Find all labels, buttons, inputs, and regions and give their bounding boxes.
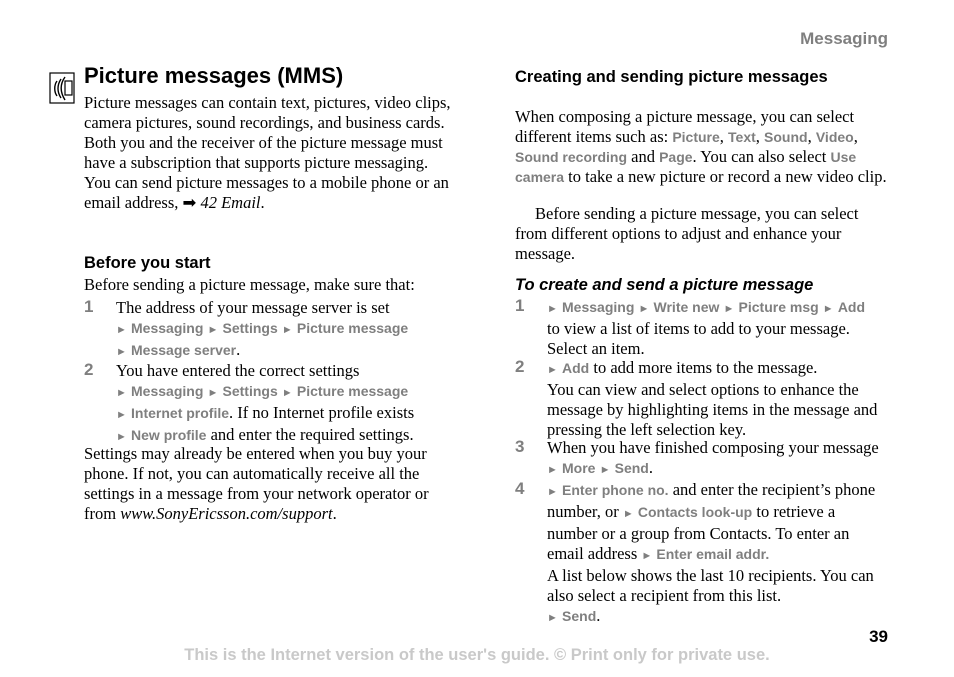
footer-notice: This is the Internet version of the user's guide. © Print only for private use. (184, 646, 770, 664)
step-text: to view a list of items to add to your message. Select an item. (547, 319, 850, 358)
section-header: Messaging (800, 29, 888, 48)
menu-item[interactable]: Send (562, 608, 597, 624)
menu-arrow-icon: ► (116, 387, 127, 399)
menu-item[interactable]: Picture message (296, 383, 409, 399)
step-text: The address of your message server is set (116, 298, 390, 317)
paragraph-text: and (631, 147, 655, 166)
page-number: 39 (869, 627, 888, 646)
item-text[interactable]: Text (728, 129, 756, 145)
item-sound[interactable]: Sound (764, 129, 808, 145)
menu-arrow-icon: ► (116, 346, 127, 358)
menu-arrow-icon: ► (207, 324, 219, 336)
intro-reference-link[interactable]: 42 Email (200, 193, 261, 212)
step-4: ► Enter phone no. and enter the recipient’s phone number, or ► Contacts look-up to retrieve a number or a group from Contacts. To enter an email address ► Enter email addr. A list below shows the last 10 recipients. You can also select a recipient from this list. ► Send. (547, 480, 876, 625)
paragraph-text: You can also select (700, 147, 827, 166)
menu-arrow-icon: ► (599, 464, 611, 476)
menu-arrow-icon: ► (547, 303, 558, 315)
step-3: When you have finished composing your message ► More ► Send. (547, 438, 879, 477)
menu-item[interactable]: Enter email addr. (656, 546, 770, 562)
picture-message-icon (49, 72, 75, 104)
step-1: The address of your message server is set ► Messaging ► Settings ► Picture message ► Message server. (116, 298, 409, 359)
menu-arrow-icon: ► (641, 550, 653, 562)
menu-arrow-icon: ► (116, 431, 127, 443)
item-video[interactable]: Video (815, 129, 854, 145)
step-text: You have entered the correct settings (116, 361, 360, 380)
paragraph-text: to take a new picture or record a new video clip. (568, 167, 887, 186)
menu-item[interactable]: Picture msg (738, 299, 819, 315)
before-heading: Before you start (84, 254, 211, 272)
step-text: A list below shows the last 10 recipients. You can also select a recipient from this list. (547, 566, 874, 605)
menu-item[interactable]: Settings (222, 320, 278, 336)
menu-arrow-icon: ► (207, 387, 219, 399)
menu-arrow-icon: ► (638, 303, 650, 315)
support-url-link[interactable]: www.SonyEricsson.com/support (120, 504, 333, 523)
options-paragraph: Before sending a picture message, you can select from different options to adjust and enhance your message. (515, 204, 859, 263)
menu-arrow-icon: ► (547, 364, 558, 376)
step-number: 3 (515, 437, 525, 456)
section-heading: Creating and sending picture messages (515, 68, 828, 86)
menu-item[interactable]: Messaging (131, 320, 204, 336)
menu-item[interactable]: Add (562, 360, 590, 376)
step-2 (547, 358, 889, 440)
step-text: When you have finished composing your message (547, 438, 879, 457)
step-text: to add more items to the message. (593, 358, 818, 377)
menu-item[interactable]: Messaging (562, 299, 635, 315)
menu-arrow-icon: ► (622, 508, 634, 520)
menu-item[interactable]: Messaging (131, 383, 204, 399)
menu-arrow-icon: ► (547, 464, 558, 476)
menu-arrow-icon: ► (822, 303, 834, 315)
step-number: 1 (515, 296, 525, 315)
step-2: You have entered the correct settings ► Messaging ► Settings ► Picture message ► Internet profile. If no Internet profile exists ► New profile and enter the required settings. (116, 361, 415, 444)
paragraph-text: When composing a picture message, you can select different items such as: (515, 107, 855, 146)
menu-item[interactable]: New profile (131, 427, 207, 443)
item-picture[interactable]: Picture (672, 129, 720, 145)
menu-item[interactable]: Add (837, 299, 866, 315)
menu-item[interactable]: Write new (653, 299, 720, 315)
item-page[interactable]: Page (659, 149, 693, 165)
step-number: 2 (84, 360, 94, 379)
menu-item[interactable]: Picture message (296, 320, 409, 336)
menu-arrow-icon: ► (281, 324, 293, 336)
step-number: 4 (515, 479, 525, 498)
menu-arrow-icon: ► (547, 486, 558, 498)
step-text: and enter the recipient’s phone number, or (547, 480, 876, 521)
menu-arrow-icon: ► (723, 303, 735, 315)
menu-item[interactable]: Contacts look-up (637, 504, 753, 520)
procedure-heading: To create and send a picture message (515, 276, 814, 294)
menu-item[interactable]: More (562, 460, 596, 476)
settings-paragraph: Settings may already be entered when you buy your phone. If not, you can automatically receive all the settings in a message from your network operator or from www.SonyEricsson.com/support. (84, 444, 429, 523)
item-use-camera[interactable]: Use camera (515, 149, 857, 185)
settings-text: Settings may already be entered when you buy your phone. If not, you can automatically receive all the settings in a message from your network operator or from (84, 444, 429, 523)
intro-text: Picture messages can contain text, pictures, video clips, camera pictures, sound recordings, and business cards. Both you and the receiver of the picture message must have a subscription that supports picture messaging. You can send picture messages to a mobile phone or an email address, (84, 93, 451, 212)
reference-arrow-icon: ➡ (182, 193, 197, 212)
step-number: 2 (515, 357, 525, 376)
menu-item[interactable]: Settings (222, 383, 278, 399)
item-sound-recording[interactable]: Sound recording (515, 149, 627, 165)
step-text: If no Internet profile exists (237, 403, 415, 422)
step-text: to retrieve a number or a group from Contacts. To enter an email address (547, 502, 850, 563)
intro-paragraph: Picture messages can contain text, pictures, video clips, camera pictures, sound recordings, and business cards. Both you and the receiver of the picture message must have a subscription that supports picture messaging. You can send picture messages to a mobile phone or an email address, ➡ 42 Email. (84, 93, 451, 212)
menu-item[interactable]: Send (614, 460, 649, 476)
menu-arrow-icon: ► (547, 612, 558, 624)
step-number: 1 (84, 297, 94, 316)
menu-item[interactable]: Enter phone no. (562, 482, 669, 498)
compose-paragraph: When composing a picture message, you can select different items such as: Picture, Text, Sound, Video, Sound recording and Page. You can also select Use camera to take a new picture or record a new video clip. (515, 107, 887, 186)
menu-arrow-icon: ► (116, 324, 127, 336)
step-text: and enter the required settings. (210, 425, 414, 444)
step-text: You can view and select options to enhance the message by highlighting items in the message and pressing the left selection key. (547, 380, 878, 439)
menu-arrow-icon: ► (281, 387, 293, 399)
page-title: Picture messages (MMS) (84, 63, 344, 88)
menu-item[interactable]: Message server (131, 342, 237, 358)
menu-item[interactable]: Internet profile (131, 405, 230, 421)
step-1 (547, 297, 889, 359)
menu-arrow-icon: ► (116, 409, 127, 421)
before-text: Before sending a picture message, make sure that: (84, 275, 415, 294)
